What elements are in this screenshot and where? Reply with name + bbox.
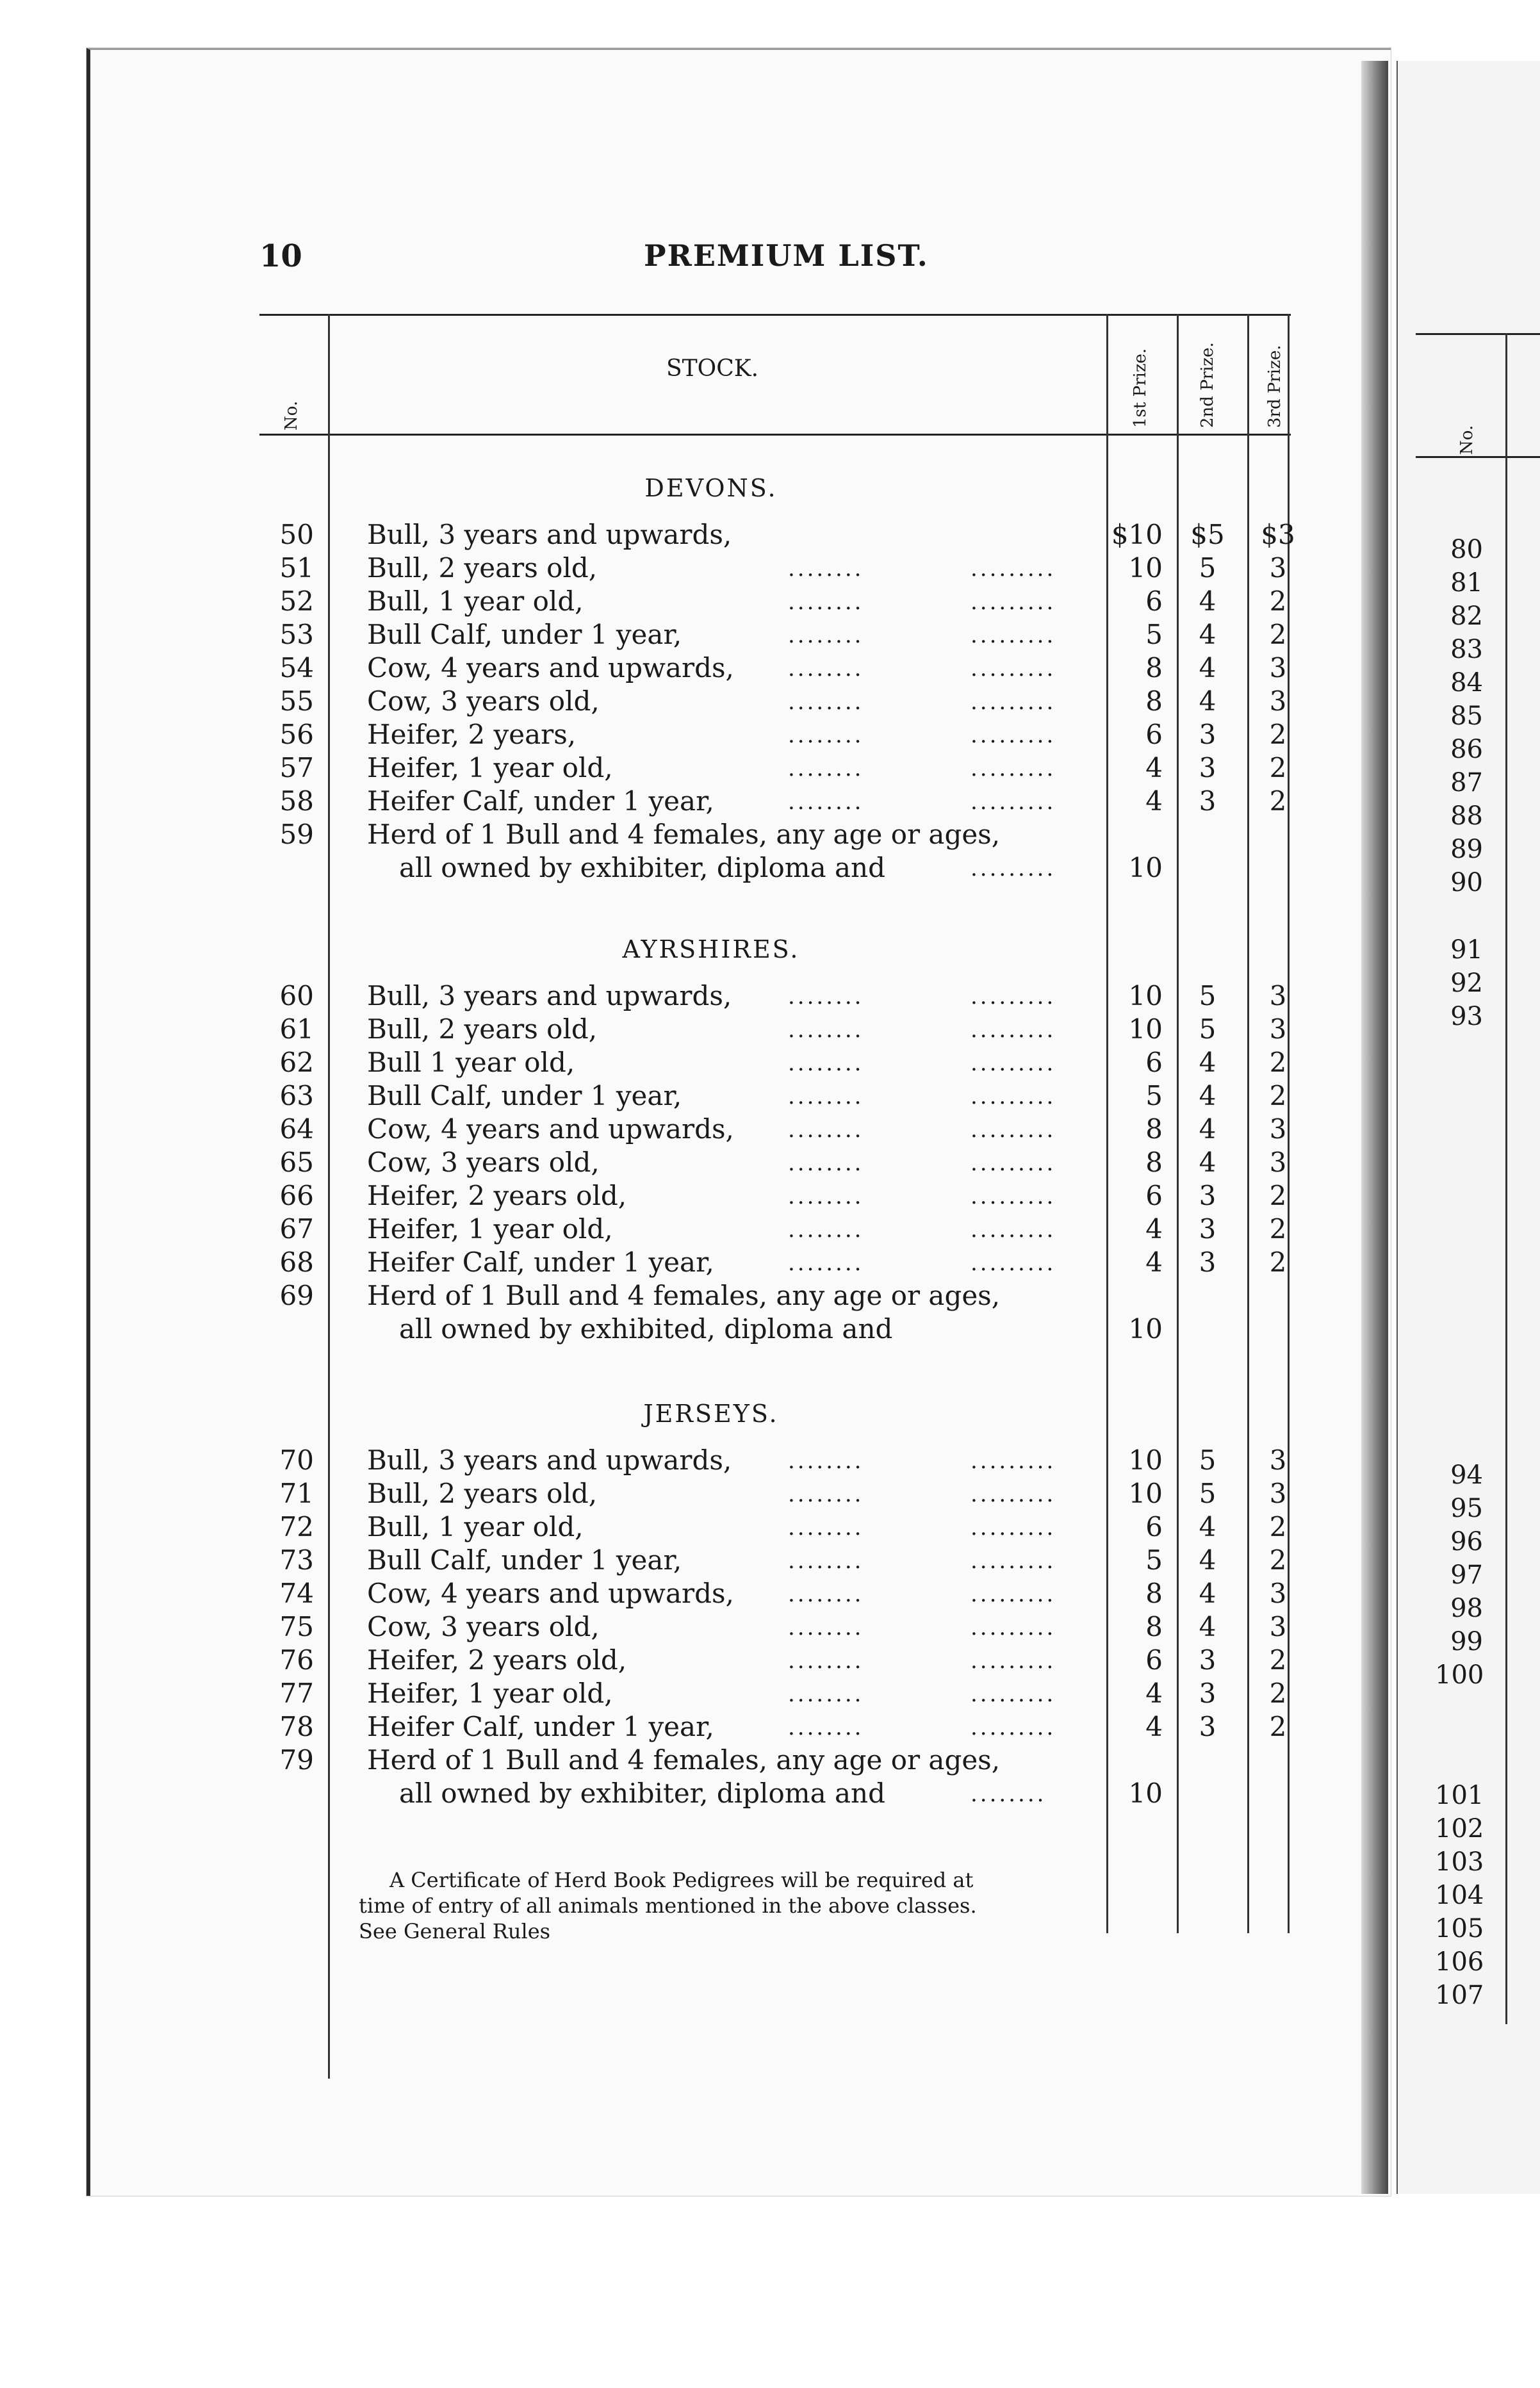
table-row xyxy=(259,852,1310,885)
first-prize-value: 4 xyxy=(1145,785,1163,817)
third-prize-value: 2 xyxy=(1269,752,1287,783)
second-prize-value: 4 xyxy=(1199,585,1216,617)
third-prize-value: 2 xyxy=(1269,619,1287,650)
leader-dots: ........ xyxy=(788,689,864,715)
leader-dots: ......... xyxy=(971,1150,1056,1176)
class-number: 64 xyxy=(279,1113,314,1145)
third-prize-value: 2 xyxy=(1269,1047,1287,1078)
first-prize-value: 8 xyxy=(1145,1113,1163,1145)
facing-class-number: 98 xyxy=(1450,1594,1483,1623)
third-prize-value: 2 xyxy=(1269,1180,1287,1211)
facing-class-number: 82 xyxy=(1450,601,1483,631)
leader-dots: ......... xyxy=(971,656,1056,682)
facing-class-number: 92 xyxy=(1450,969,1483,998)
leader-dots: ........ xyxy=(788,1648,864,1674)
class-number: 53 xyxy=(279,619,314,650)
leader-dots: ......... xyxy=(971,856,1056,881)
class-number: 76 xyxy=(279,1644,314,1676)
table-row xyxy=(259,1180,1310,1213)
class-description: Heifer, 1 year old, xyxy=(367,1678,613,1709)
table-row xyxy=(259,1444,1310,1478)
column-header-second-prize: 2nd Prize. xyxy=(1198,342,1217,428)
facing-class-number: 85 xyxy=(1450,701,1483,731)
second-prize-value: 5 xyxy=(1199,552,1216,584)
table-row xyxy=(259,1313,1310,1346)
first-prize-value: 6 xyxy=(1145,1047,1163,1078)
leader-dots: ........ xyxy=(788,1482,864,1507)
second-prize-value: 4 xyxy=(1199,1080,1216,1111)
class-description: Bull Calf, under 1 year, xyxy=(367,619,682,650)
third-prize-value: 2 xyxy=(1269,1511,1287,1542)
facing-class-number: 91 xyxy=(1450,935,1483,965)
leader-dots: ......... xyxy=(971,1515,1056,1541)
leader-dots: ......... xyxy=(971,1582,1056,1607)
class-number: 72 xyxy=(279,1511,314,1542)
facing-class-number: 106 xyxy=(1435,1947,1484,1977)
class-number: 63 xyxy=(279,1080,314,1111)
facing-class-number: 97 xyxy=(1450,1560,1483,1590)
second-prize-value: 4 xyxy=(1199,685,1216,717)
table-row xyxy=(259,1711,1310,1744)
second-prize-value: 5 xyxy=(1199,1444,1216,1476)
leader-dots: ......... xyxy=(971,1715,1056,1740)
class-number: 56 xyxy=(279,719,314,750)
first-prize-value: 10 xyxy=(1128,1444,1163,1476)
facing-class-number: 84 xyxy=(1450,668,1483,698)
class-number: 54 xyxy=(279,652,314,683)
first-prize-value: 5 xyxy=(1145,1544,1163,1576)
leader-dots: ......... xyxy=(971,1250,1056,1276)
table-header-rule xyxy=(259,434,1291,436)
leader-dots: ........ xyxy=(788,1715,864,1740)
table-row xyxy=(259,1147,1310,1180)
table-row xyxy=(259,1013,1310,1047)
leader-dots: ......... xyxy=(971,1017,1056,1043)
third-prize-value: 2 xyxy=(1269,1213,1287,1245)
second-prize-value: 4 xyxy=(1199,1578,1216,1609)
first-prize-value: 8 xyxy=(1145,685,1163,717)
leader-dots: ........ xyxy=(788,1448,864,1474)
facing-class-number: 100 xyxy=(1435,1660,1484,1690)
class-description: Cow, 3 years old, xyxy=(367,1147,600,1178)
class-number: 57 xyxy=(279,752,314,783)
table-row xyxy=(259,1478,1310,1511)
leader-dots: ......... xyxy=(971,984,1056,1010)
facing-class-number: 89 xyxy=(1450,835,1483,864)
facing-class-number: 99 xyxy=(1450,1627,1483,1656)
leader-dots: ......... xyxy=(971,1184,1056,1209)
leader-dots: ........ xyxy=(788,1150,864,1176)
leader-dots: ........ xyxy=(788,1548,864,1574)
leader-dots: ......... xyxy=(971,623,1056,648)
class-description: Heifer, 2 years, xyxy=(367,719,577,750)
facing-class-number: 94 xyxy=(1450,1460,1483,1490)
third-prize-value: 3 xyxy=(1269,980,1287,1011)
class-description: Heifer Calf, under 1 year, xyxy=(367,785,714,817)
third-prize-value: 2 xyxy=(1269,719,1287,750)
column-header-no: No. xyxy=(282,400,301,430)
footnote xyxy=(359,1867,1127,1944)
class-description: Herd of 1 Bull and 4 females, any age or ages, xyxy=(367,819,1001,850)
facing-class-number: 107 xyxy=(1435,1981,1484,2010)
table-row xyxy=(259,1047,1310,1080)
second-prize-value: 4 xyxy=(1199,1113,1216,1145)
page-gutter xyxy=(1361,61,1388,2194)
class-description: Cow, 4 years and upwards, xyxy=(367,1578,734,1609)
class-description: Bull, 2 years old, xyxy=(367,1013,598,1045)
leader-dots: ......... xyxy=(971,1117,1056,1143)
facing-class-number: 86 xyxy=(1450,735,1483,764)
first-prize-value: 8 xyxy=(1145,1147,1163,1178)
second-prize-value: 4 xyxy=(1199,619,1216,650)
class-description: Bull, 1 year old, xyxy=(367,1511,584,1542)
leader-dots: ......... xyxy=(971,1084,1056,1109)
leader-dots: ......... xyxy=(971,1548,1056,1574)
facing-class-number: 93 xyxy=(1450,1002,1483,1031)
table-row xyxy=(259,1744,1310,1778)
leader-dots: ......... xyxy=(971,1482,1056,1507)
class-number: 67 xyxy=(279,1213,314,1245)
third-prize-value: 2 xyxy=(1269,1711,1287,1742)
first-prize-value: 4 xyxy=(1145,1711,1163,1742)
second-prize-value: 3 xyxy=(1199,1213,1216,1245)
class-description: Heifer, 1 year old, xyxy=(367,1213,613,1245)
class-description: all owned by exhibiter, diploma and xyxy=(399,1778,885,1809)
class-number: 79 xyxy=(279,1744,314,1776)
second-prize-value: 5 xyxy=(1199,1478,1216,1509)
second-prize-value: 5 xyxy=(1199,980,1216,1011)
first-prize-value: 4 xyxy=(1145,1247,1163,1278)
third-prize-value: 2 xyxy=(1269,585,1287,617)
leader-dots: ........ xyxy=(788,656,864,682)
facing-class-number: 83 xyxy=(1450,635,1483,664)
second-prize-value: 3 xyxy=(1199,1644,1216,1676)
facing-class-number: 95 xyxy=(1450,1494,1483,1523)
leader-dots: ........ xyxy=(788,1051,864,1076)
column-header-first-prize: 1st Prize. xyxy=(1131,348,1150,428)
first-prize-value: 5 xyxy=(1145,1080,1163,1111)
table-row xyxy=(259,1611,1310,1644)
class-number: 69 xyxy=(279,1280,314,1311)
table-row xyxy=(259,1544,1310,1578)
leader-dots: ........ xyxy=(788,1515,864,1541)
leader-dots: ........ xyxy=(788,556,864,582)
table-row xyxy=(259,1080,1310,1113)
class-number: 66 xyxy=(279,1180,314,1211)
facing-class-number: 80 xyxy=(1450,535,1483,564)
leader-dots: ......... xyxy=(971,1615,1056,1640)
first-prize-value: 4 xyxy=(1145,1678,1163,1709)
table-row xyxy=(259,685,1310,719)
leader-dots: ......... xyxy=(971,1648,1056,1674)
table-top-rule xyxy=(259,314,1291,316)
leader-dots: ......... xyxy=(971,556,1056,582)
second-prize-value: 4 xyxy=(1199,1544,1216,1576)
third-prize-value: 3 xyxy=(1269,1478,1287,1509)
column-header-stock: STOCK. xyxy=(666,356,759,382)
facing-class-number: 88 xyxy=(1450,801,1483,831)
third-prize-value: 3 xyxy=(1269,1013,1287,1045)
leader-dots: ......... xyxy=(971,1051,1056,1076)
leader-dots: ........ xyxy=(788,984,864,1010)
leader-dots: ........ xyxy=(788,1084,864,1109)
leader-dots: ........ xyxy=(788,623,864,648)
first-prize-value: 8 xyxy=(1145,652,1163,683)
table-row xyxy=(259,1578,1310,1611)
first-prize-value: 10 xyxy=(1128,1013,1163,1045)
class-number: 59 xyxy=(279,819,314,850)
class-number: 71 xyxy=(279,1478,314,1509)
second-prize-value: 3 xyxy=(1199,1247,1216,1278)
leader-dots: ........ xyxy=(788,1217,864,1243)
class-number: 65 xyxy=(279,1147,314,1178)
class-description: Heifer, 2 years old, xyxy=(367,1180,627,1211)
third-prize-value: 2 xyxy=(1269,785,1287,817)
facing-class-number: 102 xyxy=(1435,1814,1484,1844)
third-prize-value: 3 xyxy=(1269,685,1287,717)
second-prize-value: 3 xyxy=(1199,719,1216,750)
second-prize-value: $5 xyxy=(1190,519,1225,550)
facing-table-header-rule xyxy=(1416,456,1540,458)
table-row xyxy=(259,785,1310,819)
leader-dots: ......... xyxy=(971,723,1056,748)
facing-class-number: 81 xyxy=(1450,568,1483,598)
facing-class-number: 101 xyxy=(1435,1781,1484,1810)
leader-dots: ......... xyxy=(971,1448,1056,1474)
class-number: 52 xyxy=(279,585,314,617)
table-row xyxy=(259,519,1310,552)
table-row xyxy=(259,552,1310,585)
leader-dots: ......... xyxy=(971,689,1056,715)
leader-dots: ........ xyxy=(788,1615,864,1640)
table-row xyxy=(259,819,1310,852)
table-row xyxy=(259,585,1310,619)
class-number: 60 xyxy=(279,980,314,1011)
first-prize-value: 10 xyxy=(1128,980,1163,1011)
third-prize-value: 3 xyxy=(1269,1444,1287,1476)
table-row xyxy=(259,980,1310,1013)
class-description: Bull, 2 years old, xyxy=(367,1478,598,1509)
leader-dots: ........ xyxy=(788,1250,864,1276)
first-prize-value: 6 xyxy=(1145,1511,1163,1542)
first-prize-value: 10 xyxy=(1128,1778,1163,1809)
second-prize-value: 3 xyxy=(1199,785,1216,817)
facing-class-number: 103 xyxy=(1435,1847,1484,1877)
section-heading: JERSEYS. xyxy=(643,1400,779,1428)
class-number: 50 xyxy=(279,519,314,550)
leader-dots: ........ xyxy=(788,756,864,781)
second-prize-value: 3 xyxy=(1199,1180,1216,1211)
table-row xyxy=(259,719,1310,752)
second-prize-value: 4 xyxy=(1199,1611,1216,1642)
table-row xyxy=(259,1247,1310,1280)
class-number: 58 xyxy=(279,785,314,817)
class-number: 77 xyxy=(279,1678,314,1709)
class-description: Bull, 3 years and upwards, xyxy=(367,519,732,550)
facing-class-number: 96 xyxy=(1450,1527,1483,1557)
table-row xyxy=(259,1644,1310,1678)
second-prize-value: 3 xyxy=(1199,1711,1216,1742)
class-number: 62 xyxy=(279,1047,314,1078)
second-prize-value: 4 xyxy=(1199,1047,1216,1078)
first-prize-value: 5 xyxy=(1145,619,1163,650)
class-description: Heifer, 1 year old, xyxy=(367,752,613,783)
class-number: 74 xyxy=(279,1578,314,1609)
table-row xyxy=(259,1511,1310,1544)
class-description: Heifer Calf, under 1 year, xyxy=(367,1711,714,1742)
class-description: Cow, 3 years old, xyxy=(367,685,600,717)
class-number: 51 xyxy=(279,552,314,584)
leader-dots: ......... xyxy=(971,1681,1056,1707)
leader-dots: ........ xyxy=(971,1781,1047,1807)
second-prize-value: 3 xyxy=(1199,1678,1216,1709)
leader-dots: ........ xyxy=(788,723,864,748)
facing-table-top-rule xyxy=(1416,333,1540,335)
first-prize-value: 8 xyxy=(1145,1611,1163,1642)
second-prize-value: 4 xyxy=(1199,652,1216,683)
third-prize-value: 3 xyxy=(1269,552,1287,584)
section-heading: AYRSHIRES. xyxy=(622,935,800,963)
third-prize-value: 2 xyxy=(1269,1644,1287,1676)
class-number: 73 xyxy=(279,1544,314,1576)
first-prize-value: 10 xyxy=(1128,1313,1163,1345)
facing-class-number: 104 xyxy=(1435,1881,1484,1910)
first-prize-value: 8 xyxy=(1145,1578,1163,1609)
table-row xyxy=(259,1213,1310,1247)
third-prize-value: 3 xyxy=(1269,1611,1287,1642)
class-description: Heifer Calf, under 1 year, xyxy=(367,1247,714,1278)
class-description: Herd of 1 Bull and 4 females, any age or ages, xyxy=(367,1744,1001,1776)
first-prize-value: 10 xyxy=(1128,552,1163,584)
class-description: Bull 1 year old, xyxy=(367,1047,575,1078)
table-row xyxy=(259,1778,1310,1811)
leader-dots: ........ xyxy=(788,1117,864,1143)
third-prize-value: 2 xyxy=(1269,1678,1287,1709)
leader-dots: ......... xyxy=(971,756,1056,781)
class-description: Bull Calf, under 1 year, xyxy=(367,1544,682,1576)
class-number: 78 xyxy=(279,1711,314,1742)
leader-dots: ......... xyxy=(971,589,1056,615)
table-row xyxy=(259,752,1310,785)
footnote-line: A Certificate of Herd Book Pedigrees will be required at xyxy=(389,1868,974,1892)
leader-dots: ........ xyxy=(788,1681,864,1707)
class-description: Bull Calf, under 1 year, xyxy=(367,1080,682,1111)
footnote-line: time of entry of all animals mentioned in the above classes. xyxy=(359,1893,977,1918)
leader-dots: ........ xyxy=(788,789,864,815)
class-description: Cow, 4 years and upwards, xyxy=(367,652,734,683)
second-prize-value: 5 xyxy=(1199,1013,1216,1045)
leader-dots: ......... xyxy=(971,789,1056,815)
section-heading: DEVONS. xyxy=(644,474,778,502)
class-number: 55 xyxy=(279,685,314,717)
second-prize-value: 3 xyxy=(1199,752,1216,783)
second-prize-value: 4 xyxy=(1199,1147,1216,1178)
first-prize-value: 10 xyxy=(1128,1478,1163,1509)
facing-class-number: 87 xyxy=(1450,768,1483,797)
first-prize-value: 4 xyxy=(1145,1213,1163,1245)
third-prize-value: 2 xyxy=(1269,1544,1287,1576)
leader-dots: ......... xyxy=(971,1217,1056,1243)
leader-dots: ........ xyxy=(788,1582,864,1607)
first-prize-value: 4 xyxy=(1145,752,1163,783)
third-prize-value: 3 xyxy=(1269,652,1287,683)
facing-column-divider xyxy=(1505,333,1507,2024)
first-prize-value: 6 xyxy=(1145,1644,1163,1676)
page-number: 10 xyxy=(259,238,302,274)
leader-dots: ........ xyxy=(788,1184,864,1209)
third-prize-value: $3 xyxy=(1261,519,1295,550)
first-prize-value: 6 xyxy=(1145,585,1163,617)
facing-class-number: 105 xyxy=(1435,1914,1484,1943)
table-row xyxy=(259,1678,1310,1711)
third-prize-value: 3 xyxy=(1269,1578,1287,1609)
table-row xyxy=(259,1280,1310,1313)
class-number: 61 xyxy=(279,1013,314,1045)
facing-class-number: 90 xyxy=(1450,868,1483,897)
class-number: 68 xyxy=(279,1247,314,1278)
class-description: Cow, 4 years and upwards, xyxy=(367,1113,734,1145)
class-description: Cow, 3 years old, xyxy=(367,1611,600,1642)
class-description: Heifer, 2 years old, xyxy=(367,1644,627,1676)
third-prize-value: 3 xyxy=(1269,1147,1287,1178)
first-prize-value: $10 xyxy=(1111,519,1163,550)
table-row xyxy=(259,1113,1310,1147)
class-description: Bull, 3 years and upwards, xyxy=(367,980,732,1011)
first-prize-value: 6 xyxy=(1145,1180,1163,1211)
leader-dots: ........ xyxy=(788,1017,864,1043)
third-prize-value: 3 xyxy=(1269,1113,1287,1145)
second-prize-value: 4 xyxy=(1199,1511,1216,1542)
class-number: 75 xyxy=(279,1611,314,1642)
class-description: Herd of 1 Bull and 4 females, any age or ages, xyxy=(367,1280,1001,1311)
class-description: Bull, 2 years old, xyxy=(367,552,598,584)
table-row xyxy=(259,619,1310,652)
class-description: all owned by exhibiter, diploma and xyxy=(399,852,885,883)
class-description: Bull, 1 year old, xyxy=(367,585,584,617)
leader-dots: ........ xyxy=(788,589,864,615)
first-prize-value: 10 xyxy=(1128,852,1163,883)
class-number: 70 xyxy=(279,1444,314,1476)
facing-column-header-no: No. xyxy=(1457,425,1477,455)
class-description: Bull, 3 years and upwards, xyxy=(367,1444,732,1476)
third-prize-value: 2 xyxy=(1269,1080,1287,1111)
first-prize-value: 6 xyxy=(1145,719,1163,750)
class-description: all owned by exhibited, diploma and xyxy=(399,1313,893,1345)
third-prize-value: 2 xyxy=(1269,1247,1287,1278)
page-title: PREMIUM LIST. xyxy=(644,238,929,273)
footnote-line: See General Rules xyxy=(359,1919,551,1943)
column-header-third-prize: 3rd Prize. xyxy=(1265,345,1284,428)
table-row xyxy=(259,652,1310,685)
